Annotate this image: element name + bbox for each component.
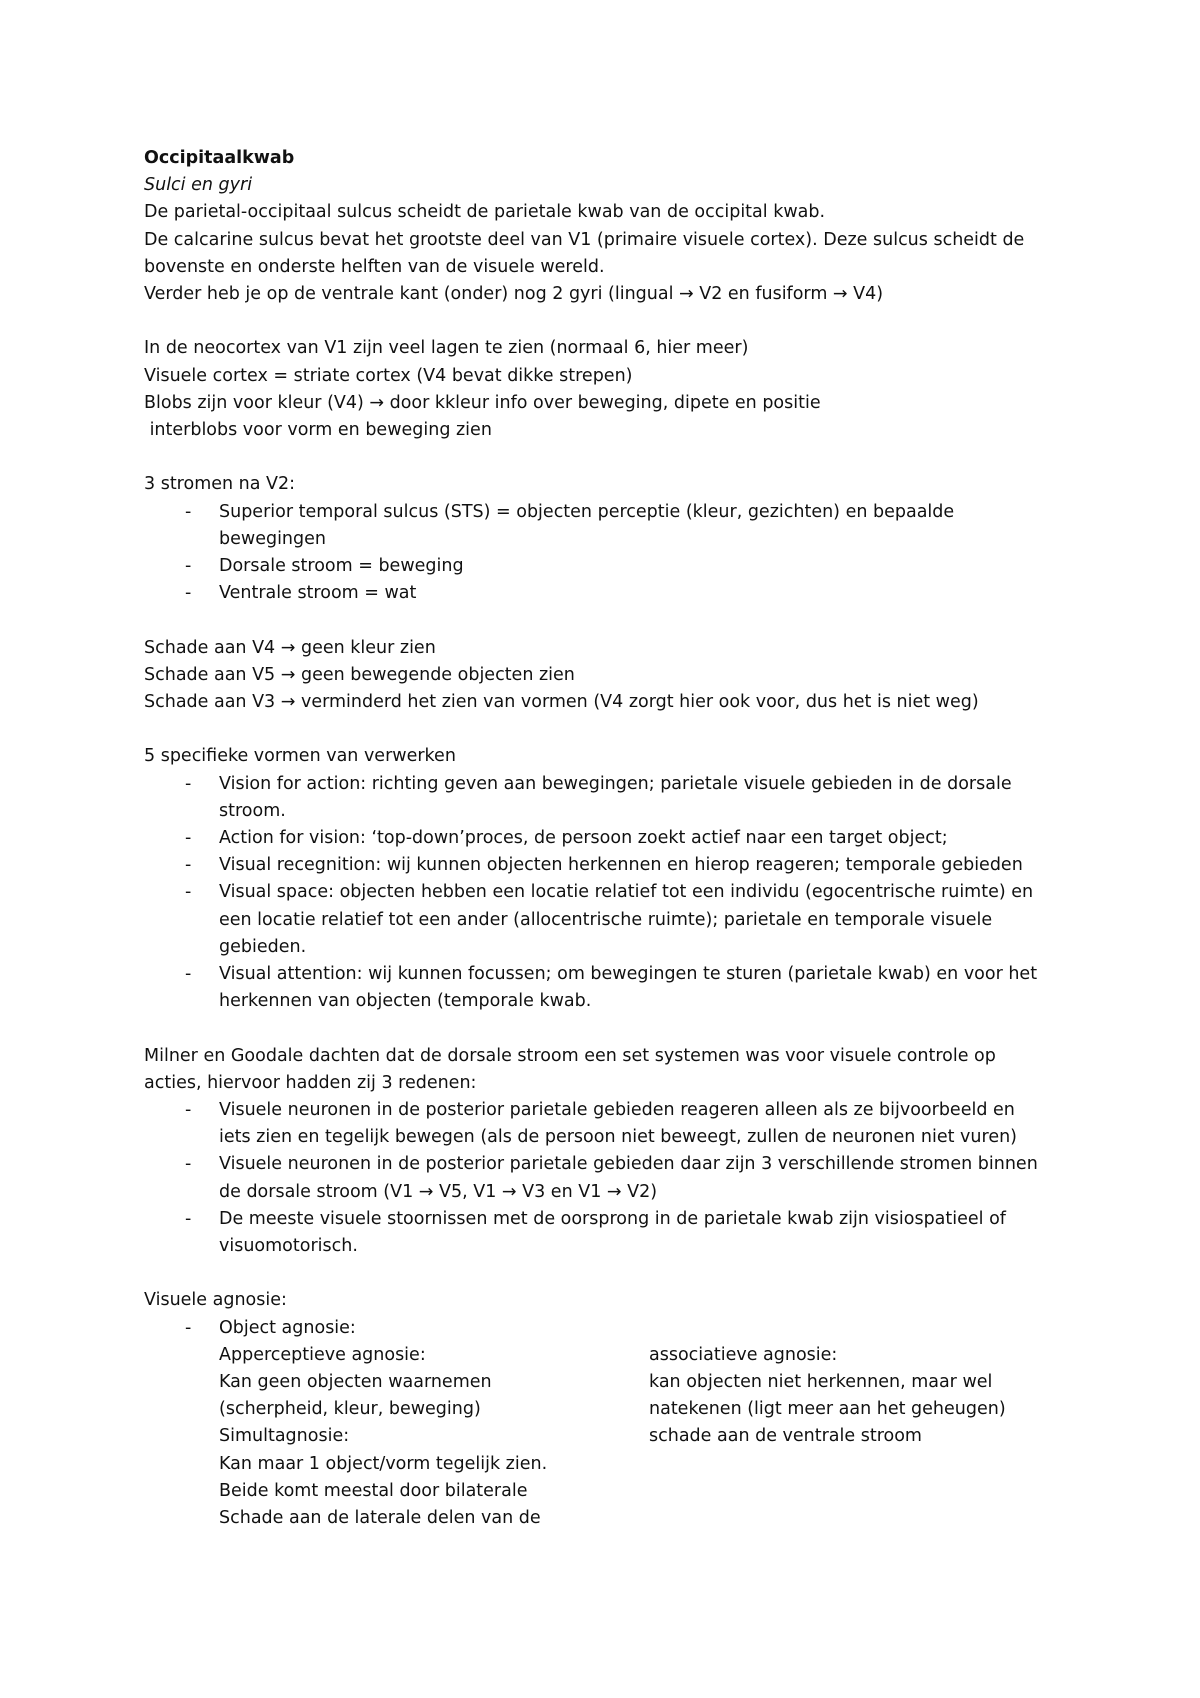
paragraph-line: interblobs voor vorm en beweging zien — [144, 420, 492, 441]
list-item-line: de dorsale stroom (V1 → V5, V1 → V3 en V1 → V2) — [219, 1181, 658, 1202]
spacer — [144, 1015, 1084, 1042]
paragraph-line: Milner en Goodale dachten dat de dorsale stroom een set systemen was voor visuele controle op — [144, 1045, 996, 1066]
paragraph-line: De calcarine sulcus bevat het grootste deel van V1 (primaire visuele cortex). Deze sulcus scheidt de — [144, 229, 1025, 250]
list-item — [144, 1151, 1084, 1205]
section-heading: Visuele agnosie: — [144, 1290, 287, 1311]
list-item — [144, 771, 1084, 825]
column-line: schade aan de ventrale stroom — [649, 1426, 922, 1447]
agnosia-columns — [219, 1342, 1084, 1532]
paragraph-line: In de neocortex van V1 zijn veel lagen te zien (normaal 6, hier meer) — [144, 338, 749, 359]
list-item-line: een locatie relatief tot een ander (allocentrische ruimte); parietale en temporale visuele — [219, 909, 993, 930]
list-item-line: gebieden. — [219, 936, 307, 957]
column-line: Kan maar 1 object/vorm tegelijk zien. — [219, 1453, 548, 1474]
document-body — [144, 145, 1084, 1532]
spacer — [144, 716, 1084, 743]
paragraph-line: Visuele cortex = striate cortex (V4 bevat dikke strepen) — [144, 365, 633, 386]
list-item-line: - Vision for action: richting geven aan bewegingen; parietale visuele gebieden in de dorsale — [219, 773, 1012, 794]
list-item-line: - Superior temporal sulcus (STS) = objecten perceptie (kleur, gezichten) en bepaalde — [219, 501, 955, 522]
list-item — [144, 852, 1084, 879]
agnosia-list — [144, 1315, 1084, 1533]
section-subtitle: Sulci en gyri — [144, 175, 253, 196]
column-line: Apperceptieve agnosie: — [219, 1344, 426, 1365]
list-item-line: visuomotorisch. — [219, 1236, 358, 1257]
list-item-line: - Visual attention: wij kunnen focussen; om bewegingen te sturen (parietale kwab) en voor het — [219, 964, 1038, 985]
paragraph-line: Blobs zijn voor kleur (V4) → door kkleur info over beweging, dipete en positie — [144, 392, 821, 413]
forms-list — [144, 771, 1084, 1016]
associative-column — [649, 1342, 1049, 1532]
column-line: Kan geen objecten waarnemen — [219, 1372, 492, 1393]
list-item-line: - Object agnosie: — [219, 1317, 356, 1338]
list-item-line: - Visuele neuronen in de posterior parietale gebieden daar zijn 3 verschillende stromen binnen — [219, 1154, 1038, 1175]
spacer — [144, 308, 1084, 335]
column-line: Simultagnosie: — [219, 1426, 350, 1447]
list-item — [144, 580, 1084, 607]
paragraph-line: Schade aan V4 → geen kleur zien — [144, 637, 436, 658]
paragraph-line: Schade aan V5 → geen bewegende objecten zien — [144, 664, 575, 685]
list-item — [144, 1097, 1084, 1151]
apperceptive-column — [219, 1342, 649, 1532]
list-item-line: - Visuele neuronen in de posterior parietale gebieden reageren alleen als ze bijvoorbeeld en — [219, 1100, 1015, 1121]
list-item-line: bewegingen — [219, 528, 326, 549]
list-item-line: iets zien en tegelijk bewegen (als de persoon niet beweegt, zullen de neuronen niet vuren) — [219, 1127, 1018, 1148]
list-item — [144, 961, 1084, 1015]
list-item — [144, 499, 1084, 553]
list-item-line: herkennen van objecten (temporale kwab. — [219, 991, 592, 1012]
column-line: Schade aan de laterale delen van de — [219, 1508, 541, 1529]
paragraph-line: Verder heb je op de ventrale kant (onder) nog 2 gyri (lingual → V2 en fusiform → V4) — [144, 284, 884, 305]
spacer — [144, 444, 1084, 471]
list-item-line: - De meeste visuele stoornissen met de oorsprong in de parietale kwab zijn visiospatieel of — [219, 1208, 1006, 1229]
list-item — [144, 825, 1084, 852]
page-title: Occipitaalkwab — [144, 148, 295, 168]
reasons-list — [144, 1097, 1084, 1260]
spacer — [144, 607, 1084, 634]
column-line: Beide komt meestal door bilaterale — [219, 1480, 528, 1501]
paragraph-line: bovenste en onderste helften van de visuele wereld. — [144, 256, 605, 277]
list-item-line: - Ventrale stroom = wat — [219, 583, 417, 604]
list-item — [144, 1315, 1084, 1533]
list-item — [144, 553, 1084, 580]
column-line: kan objecten niet herkennen, maar wel — [649, 1372, 993, 1393]
list-item — [144, 1206, 1084, 1260]
list-item — [144, 879, 1084, 961]
list-item-line: - Dorsale stroom = beweging — [219, 556, 464, 577]
column-line: associatieve agnosie: — [649, 1344, 838, 1365]
list-item-line: - Visual space: objecten hebben een locatie relatief tot een individu (egocentrische ruimte) en — [219, 882, 1034, 903]
section-heading: 5 specifieke vormen van verwerken — [144, 746, 456, 767]
paragraph-line: De parietal-occipitaal sulcus scheidt de parietale kwab van de occipital kwab. — [144, 202, 826, 223]
streams-list — [144, 499, 1084, 608]
list-item-line: - Action for vision: ‘top-down’proces, de persoon zoekt actief naar een target object; — [219, 828, 948, 849]
list-item-line: stroom. — [219, 800, 286, 821]
column-line: (scherpheid, kleur, beweging) — [219, 1399, 481, 1420]
section-heading: 3 stromen na V2: — [144, 474, 296, 495]
paragraph-line: acties, hiervoor hadden zij 3 redenen: — [144, 1072, 477, 1093]
paragraph-line: Schade aan V3 → verminderd het zien van vormen (V4 zorgt hier ook voor, dus het is niet weg) — [144, 692, 979, 713]
spacer — [144, 1260, 1084, 1287]
list-item-line: - Visual recegnition: wij kunnen objecten herkennen en hierop reageren; temporale gebieden — [219, 855, 1023, 876]
column-line: natekenen (ligt meer aan het geheugen) — [649, 1399, 1006, 1420]
